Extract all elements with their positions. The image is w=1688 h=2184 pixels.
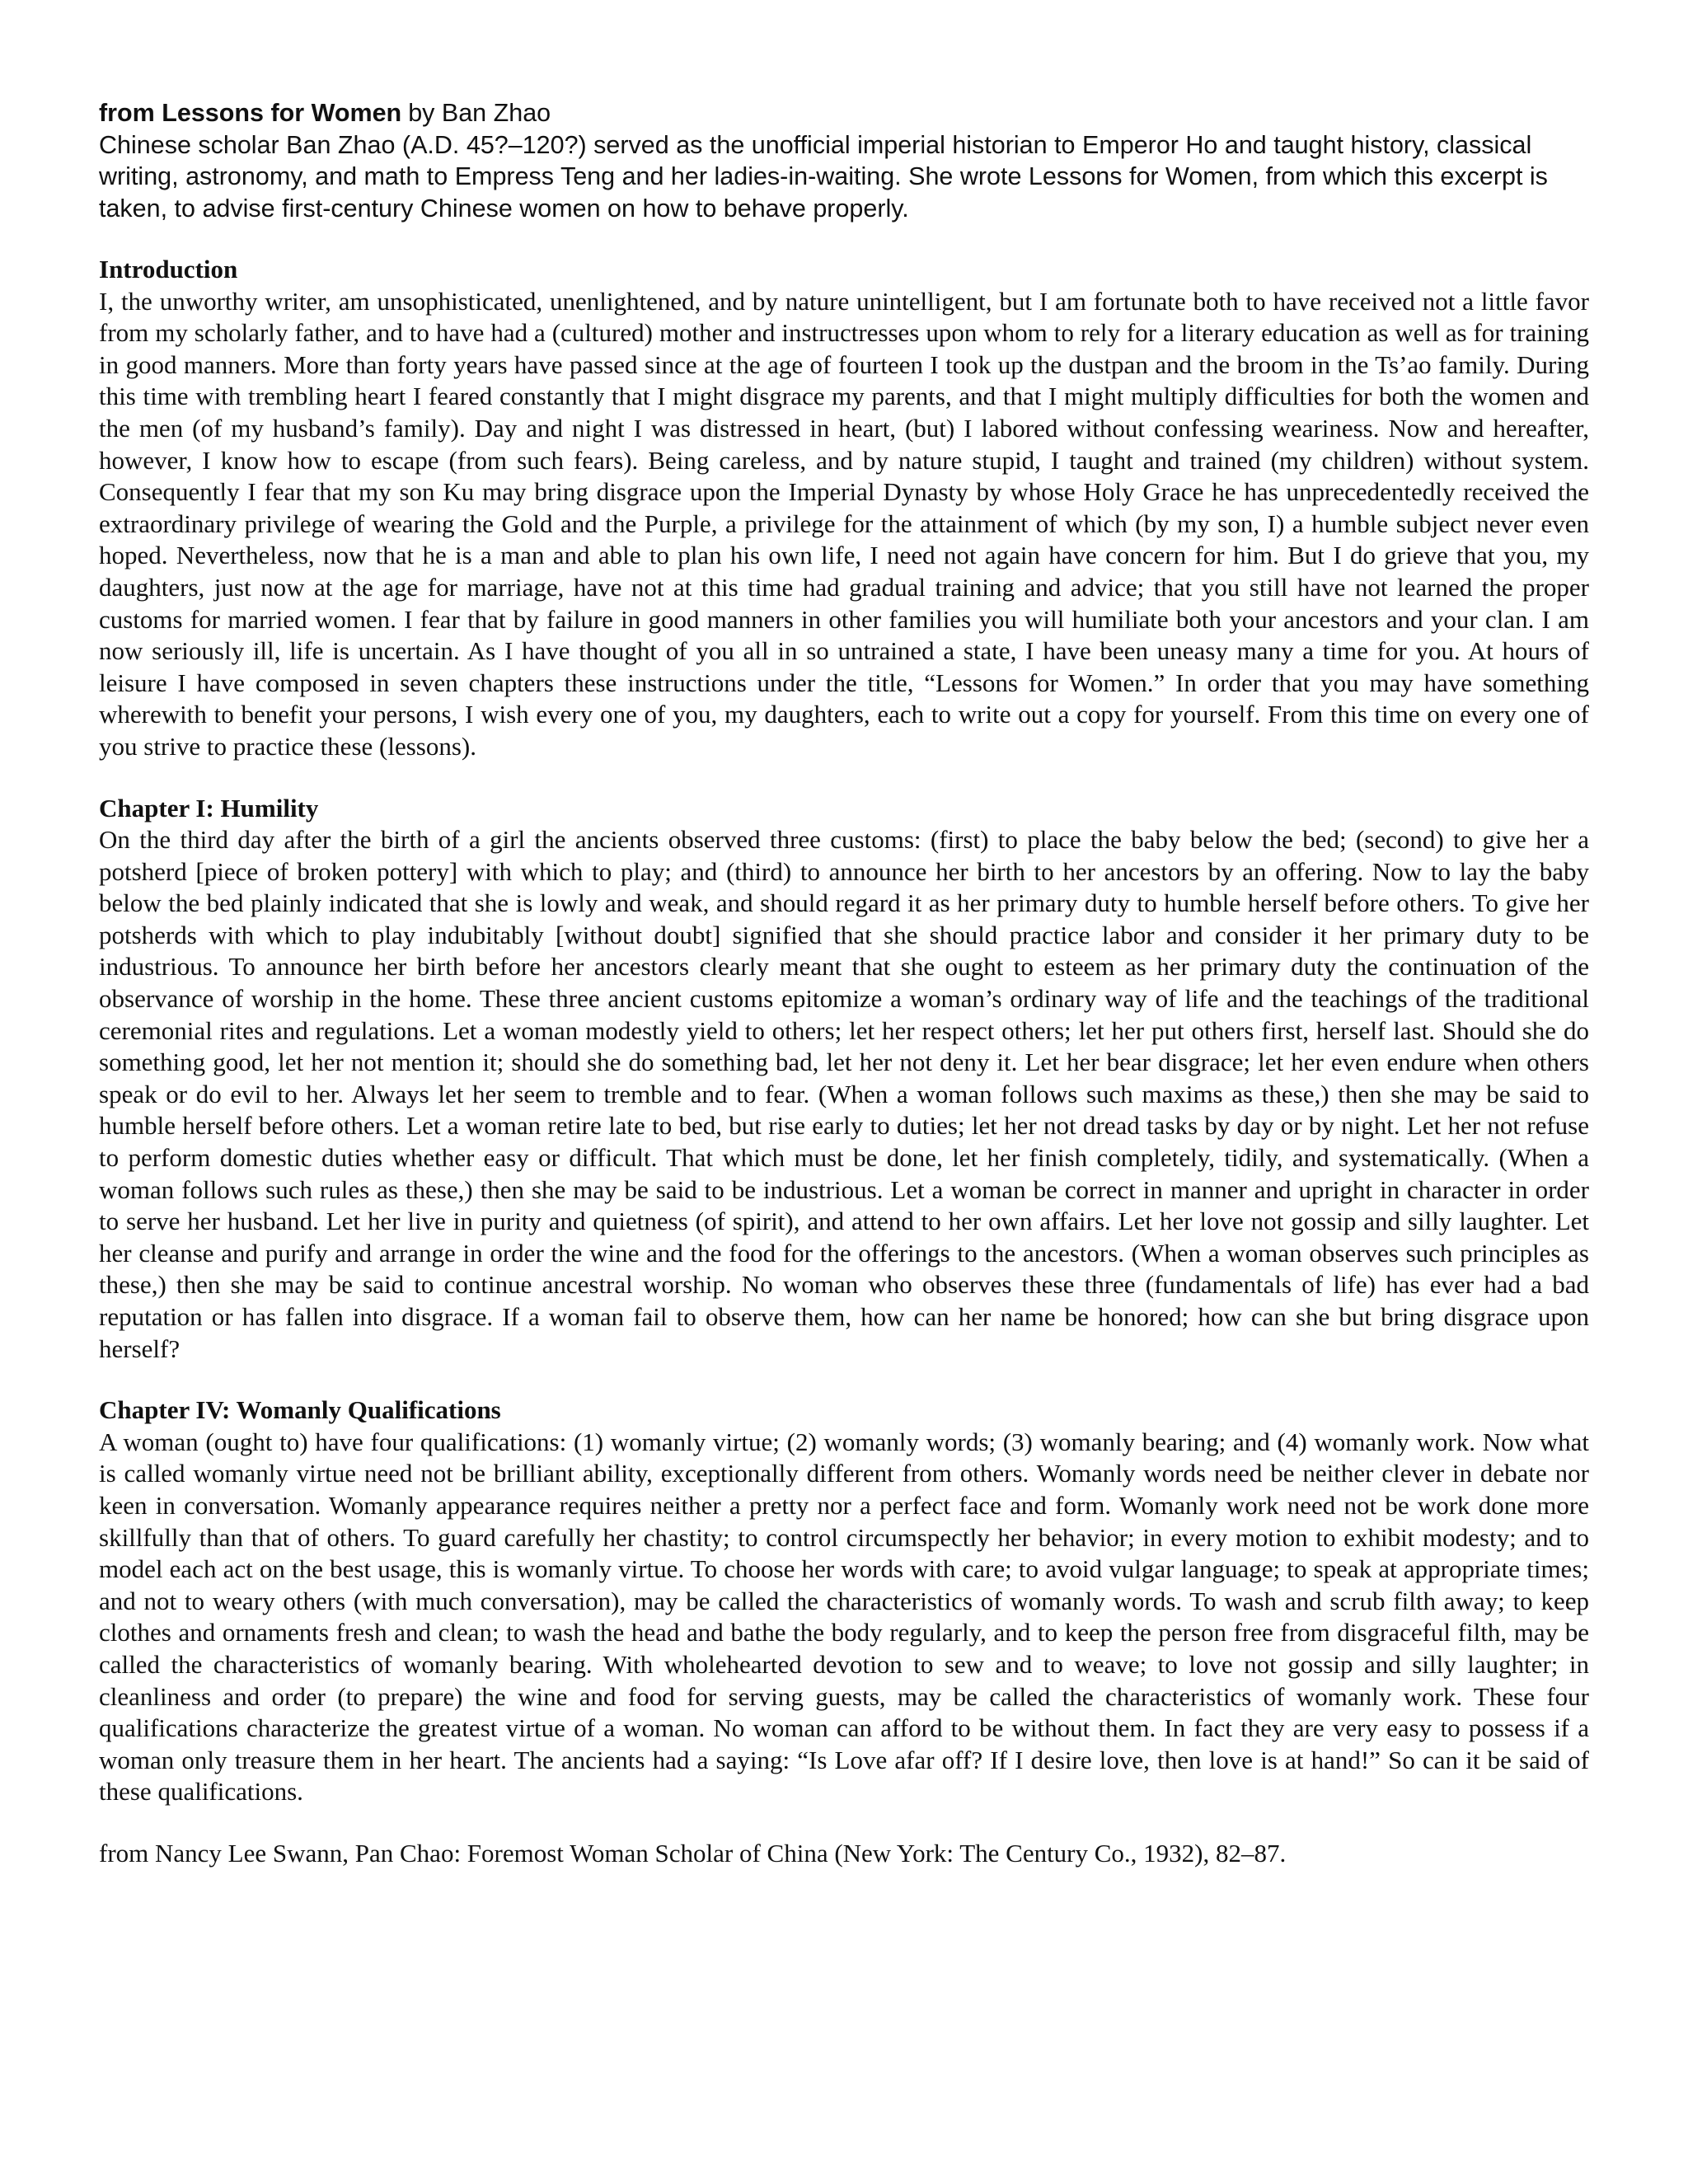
document-page <box>99 97 1589 1896</box>
section-heading: Chapter I: Humility <box>99 793 319 823</box>
section-body: On the third day after the birth of a girl the ancients observed three customs: (first) to place the baby below the bed; (second) to give her a potsherd [piece of broken pottery] with which to play; and (third) to announce her birth to her ancestors by an offering. Now to lay the baby below the bed plainly indicated that she is lowly and weak, and should regard it as her primary duty to humble herself before others. To give her potsherds with which to play indubitably [without doubt] signified that she should practice labor and consider it her primary duty to be industrious. To announce her birth before her ancestors clearly meant that she ought to esteem as her primary duty the continuation of the observance of worship in the home. These three ancient customs epitomize a woman’s ordinary way of life and the teachings of the traditional ceremonial rites and regulations. Let a woman modestly yield to others; let her respect others; let her put others first, herself last. Should she do something good, let her not mention it; should she do something bad, let her not deny it. Let her bear disgrace; let her even endure when others speak or do evil to her. Always let her seem to tremble and to fear. (When a woman follows such maxims as these,) then she may be said to humble herself before others. Let a woman retire late to bed, but rise early to duties; let her not dread tasks by day or by night. Let her not refuse to perform domestic duties whether easy or difficult. That which must be done, let her finish completely, tidily, and systematically. (When a woman follows such rules as these,) then she may be said to be industrious. Let a woman be correct in manner and upright in character in order to serve her husband. Let her live in purity and quietness (of spirit), and attend to her own affairs. Let her love not gossip and silly laughter. Let her cleanse and purify and arrange in order the wine and the food for the offerings to the ancestors. (When a woman observes such principles as these,) then she may be said to continue ancestral worship. No woman who observes these three (fundamentals of life) has ever had a bad reputation or has fallen into disgrace. If a woman fail to observe them, how can her name be honored; how can she but bring disgrace upon herself? <box>99 825 1589 1363</box>
source-citation: from Nancy Lee Swann, Pan Chao: Foremost Woman Scholar of China (New York: The Century Co., 1932), 82–87. <box>99 1838 1287 1868</box>
section-body: I, the unworthy writer, am unsophisticated, unenlightened, and by nature unintelligent, but I am fortunate both to have received not a little favor from my scholarly father, and to have had a (cultured) mother and instructresses upon whom to rely for a literary education as well as for training in good manners. More than forty years have passed since at the age of fourteen I took up the dustpan and the broom in the Ts’ao family. During this time with trembling heart I feared constantly that I might disgrace my parents, and that I might multiply difficulties for both the women and the men (of my husband’s family). Day and night I was distressed in heart, (but) I labored without confessing weariness. Now and hereafter, however, I know how to escape (from such fears). Being careless, and by nature stupid, I taught and trained (my children) without system. Consequently I fear that my son Ku may bring disgrace upon the Imperial Dynasty by whose Holy Grace he has unprecedentedly received the extraordinary privilege of wearing the Gold and the Purple, a privilege for the attainment of which (by my son, I) a humble subject never even hoped. Nevertheless, now that he is a man and able to plan his own life, I need not again have concern for him. But I do grieve that you, my daughters, just now at the age for marriage, have not at this time had gradual training and advice; that you still have not learned the proper customs for married women. I fear that by failure in good manners in other families you will humiliate both your ancestors and your clan. I am now seriously ill, life is uncertain. As I have thought of you all in so untrained a state, I have been uneasy many a time for you. At hours of leisure I have composed in seven chapters these instructions under the title, “Lessons for Women.” In order that you may have something wherewith to benefit your persons, I wish every one of you, my daughters, each to write out a copy for yourself. From this time on every one of you strive to practice these (lessons). <box>99 286 1589 761</box>
section-body: A woman (ought to) have four qualifications: (1) womanly virtue; (2) womanly words; (3) womanly bearing; and (4) womanly work. Now what is called womanly virtue need not be brilliant ability, exceptionally different from others. Womanly words need be neither clever in debate nor keen in conversation. Womanly appearance requires neither a pretty nor a perfect face and form. Womanly work need not be work done more skillfully than that of others. To guard carefully her chastity; to control circumspectly her behavior; in every motion to exhibit modesty; and to model each act on the best usage, this is womanly virtue. To choose her words with care; to avoid vulgar language; to speak at appropriate times; and not to weary others (with much conversation), may be called the characteristics of womanly words. To wash and scrub filth away; to keep clothes and ornaments fresh and clean; to wash the head and bathe the body regularly, and to keep the person free from disgraceful filth, may be called the characteristics of womanly bearing. With wholehearted devotion to sew and to weave; to love not gossip and silly laughter; in cleanliness and order (to prepare) the wine and food for serving guests, may be called the characteristics of womanly work. These four qualifications characterize the greatest virtue of a woman. No woman can afford to be without them. In fact they are very easy to possess if a woman only treasure them in her heart. The ancients had a saying: “Is Love afar off? If I desire love, then love is at hand!” So can it be said of these qualifications. <box>99 1427 1589 1807</box>
section-heading: Introduction <box>99 255 238 284</box>
document-header <box>99 97 1589 224</box>
document-author: by Ban Zhao <box>408 99 551 127</box>
intro-paragraph: Chinese scholar Ban Zhao (A.D. 45?–120?) served as the unofficial imperial historian to Emperor Ho and taught history, classical writing, astronomy, and math to Empress Teng and her ladies-in-waiting. She wrote Lessons for Women, from which this excerpt is taken, to advise first-century Chinese women on how to behave properly. <box>99 130 1548 223</box>
document-title: from Lessons for Women <box>99 99 402 127</box>
title-line <box>99 97 1589 129</box>
section-chapter-1 <box>99 793 1589 1366</box>
section-chapter-4 <box>99 1394 1589 1808</box>
section-heading: Chapter IV: Womanly Qualifications <box>99 1395 501 1425</box>
section-introduction <box>99 254 1589 763</box>
